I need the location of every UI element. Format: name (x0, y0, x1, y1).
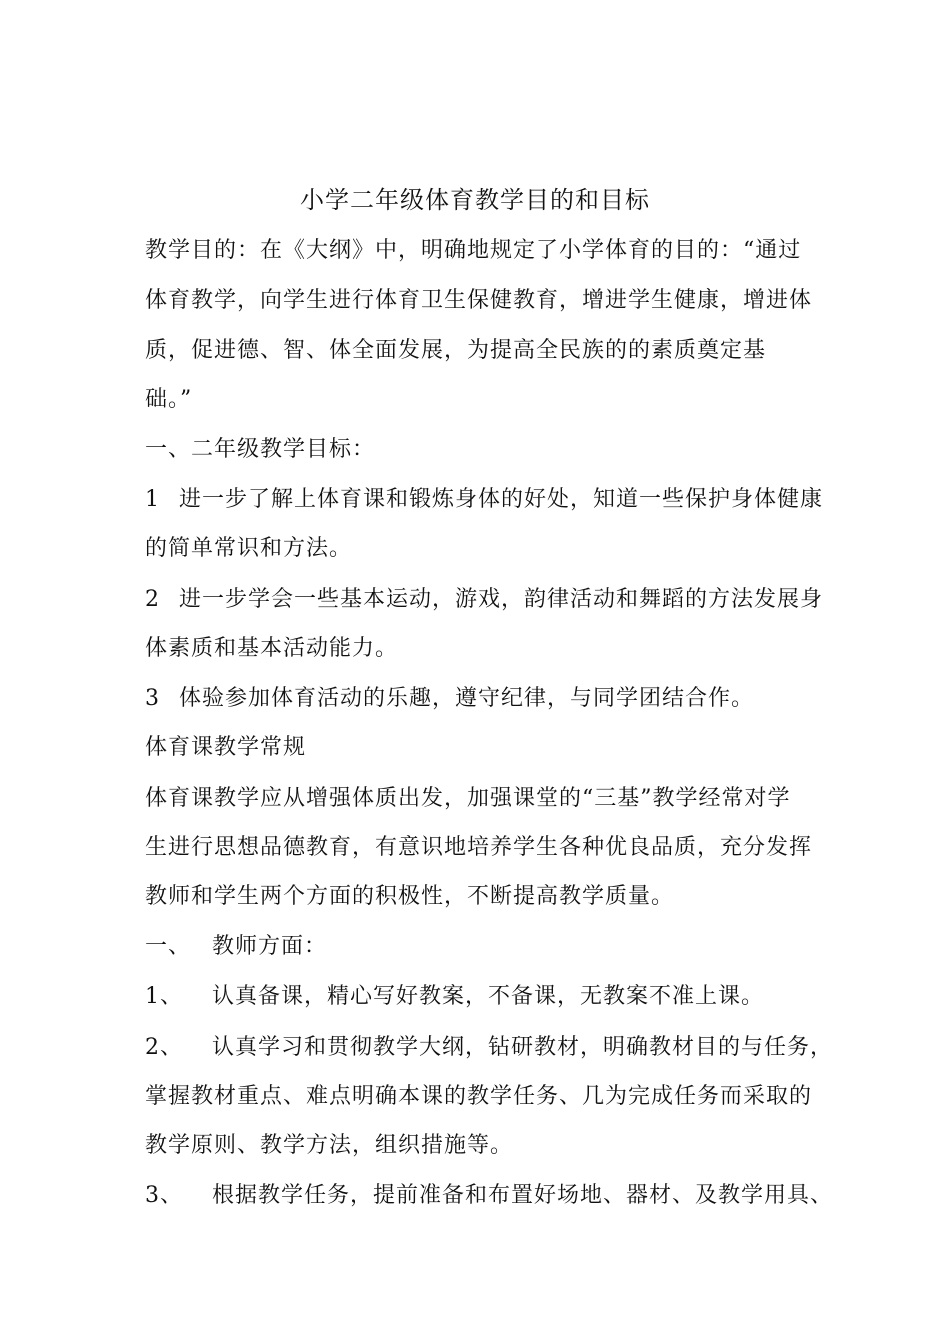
item-text: 认真学习和贯彻教学大纲，钻研教材，明确教材目的与任务， (212, 1035, 834, 1060)
goal-item-2 (145, 585, 823, 615)
goal-text-continued: 体素质和基本活动能力。 (145, 636, 399, 661)
routine-intro-line: 生进行思想品德教育，有意识地培养学生各种优良品质，充分发挥 (145, 835, 813, 860)
goals-heading: 一、二年级教学目标： (145, 437, 376, 462)
purpose-line: 质，促进德、智、体全面发展，为提高全民族的的素质奠定基 (145, 338, 767, 363)
goal-number: 1 (145, 487, 160, 512)
document-title: 小学二年级体育教学目的和目标 (300, 186, 650, 214)
goal-text: 进一步学会一些基本运动，游戏，韵律活动和舞蹈的方法发展身 (179, 587, 824, 612)
goal-text-continued: 的简单常识和方法。 (145, 536, 353, 561)
teacher-item-2 (145, 1033, 833, 1063)
goal-text: 进一步了解上体育课和锻炼身体的好处，知道一些保护身体健康 (179, 487, 824, 512)
item-text-continued: 掌握教材重点、难点明确本课的教学任务、几为完成任务而采取的 (145, 1084, 813, 1109)
item-text-continued: 教学原则、教学方法，组织措施等。 (145, 1133, 514, 1158)
item-text: 认真备课，精心写好教案，不备课，无教案不准上课。 (212, 984, 765, 1009)
routine-intro-line: 体育课教学应从增强体质出发，加强课堂的“三基”教学经常对学 (145, 786, 791, 811)
item-number: 3、 (145, 1183, 183, 1208)
routine-heading: 体育课教学常规 (145, 735, 307, 760)
item-text: 根据教学任务，提前准备和布置好场地、器材、及教学用具、 (212, 1183, 834, 1208)
teacher-section-heading (145, 932, 327, 962)
goal-number: 2 (145, 587, 160, 612)
teacher-item-1 (145, 982, 764, 1012)
item-number: 1、 (145, 984, 183, 1009)
purpose-line: 体育教学，向学生进行体育卫生保健教育，增进学生健康，增进体 (145, 288, 813, 313)
purpose-line: 教学目的：在《大纲》中，明确地规定了小学体育的目的：“通过 (145, 238, 802, 263)
goal-item-1 (145, 485, 823, 515)
purpose-line: 础。” (145, 387, 193, 412)
teacher-item-3 (145, 1181, 833, 1211)
section-label: 教师方面： (212, 934, 328, 959)
routine-intro-line: 教师和学生两个方面的积极性，不断提高教学质量。 (145, 884, 675, 909)
goal-text: 体验参加体育活动的乐趣，遵守纪律，与同学团结合作。 (179, 686, 755, 711)
item-number: 2、 (145, 1035, 183, 1060)
goal-number: 3 (145, 686, 160, 711)
section-number: 一、 (145, 934, 192, 959)
goal-item-3 (145, 684, 754, 714)
